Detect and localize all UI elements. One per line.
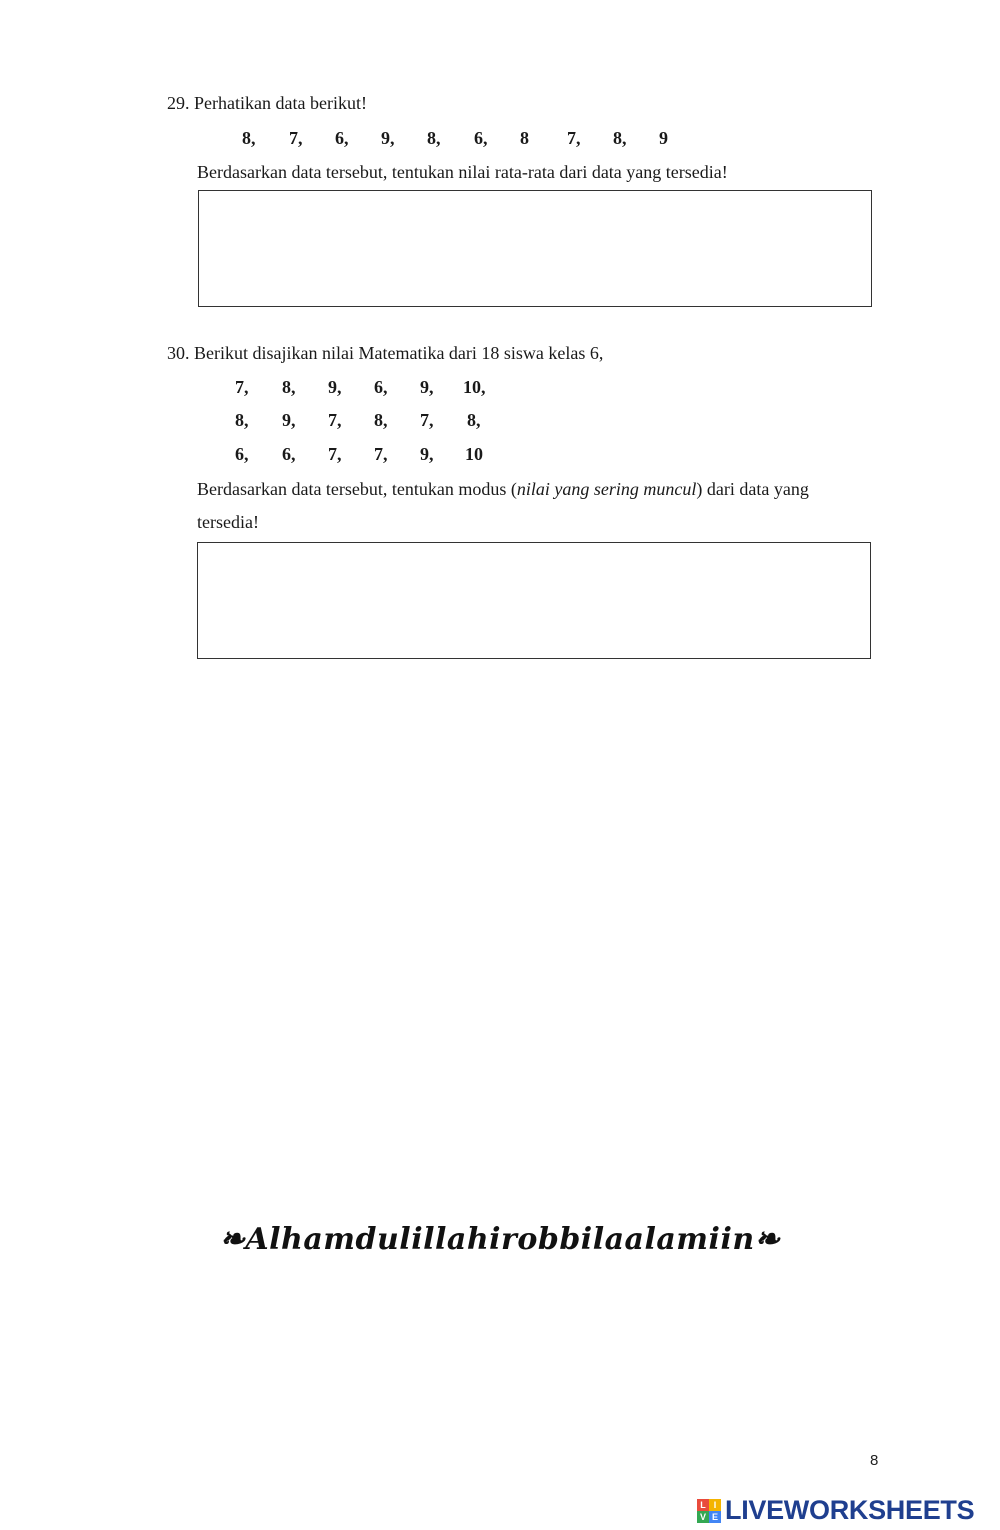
q29-number: 9 <box>659 128 668 148</box>
answer-input-30[interactable] <box>198 543 870 658</box>
q30-number: 7, <box>328 410 342 430</box>
q29-number: 8, <box>613 128 627 148</box>
question-30-row-3 <box>0 444 1000 468</box>
q29-number: 6, <box>335 128 349 148</box>
question-30-instruction-line-2: tersedia! <box>197 512 259 532</box>
q29-number: 6, <box>474 128 488 148</box>
q30-number: 8, <box>374 410 388 430</box>
q30-number: 9, <box>420 377 434 397</box>
q30-number: 7, <box>374 444 388 464</box>
question-30-row-2 <box>0 410 1000 434</box>
q30-number: 7, <box>420 410 434 430</box>
q29-number: 7, <box>567 128 581 148</box>
q29-number: 7, <box>289 128 303 148</box>
liveworksheets-brand[interactable] <box>697 1495 974 1526</box>
q30-number: 9, <box>282 410 296 430</box>
question-30-row-1 <box>0 377 1000 401</box>
q29-number: 8, <box>427 128 441 148</box>
question-30-label: 30. Berikut disajikan nilai Matematika dari 18 siswa kelas 6, <box>167 343 604 363</box>
q30-number: 6, <box>282 444 296 464</box>
question-30-instruction <box>197 479 881 500</box>
q30-number: 6, <box>374 377 388 397</box>
question-29-numbers <box>0 128 1000 152</box>
q30-number: 10 <box>465 444 483 464</box>
q29-number: 8 <box>520 128 529 148</box>
q30-number: 10, <box>463 377 486 397</box>
question-29-label: 29. Perhatikan data berikut! <box>167 93 367 113</box>
q29-number: 8, <box>242 128 256 148</box>
instruction-text: Berdasarkan data tersebut, tentukan modus (nilai yang sering muncul) dari data yang <box>197 479 809 499</box>
liveworksheets-logo-icon: L I V E <box>697 1499 721 1523</box>
answer-box-29[interactable] <box>198 190 872 307</box>
instruction-italic: nilai yang sering muncul <box>516 479 697 499</box>
q30-number: 7, <box>328 444 342 464</box>
q30-number: 7, <box>235 377 249 397</box>
closing-text: ❧Alhamdulillahirobbilaalamiin❧ <box>219 1222 781 1257</box>
q30-number: 6, <box>235 444 249 464</box>
q30-number: 8, <box>282 377 296 397</box>
q30-number: 9, <box>420 444 434 464</box>
q30-number: 8, <box>235 410 249 430</box>
q29-number: 9, <box>381 128 395 148</box>
question-29-instruction: Berdasarkan data tersebut, tentukan nilai rata-rata dari data yang tersedia! <box>197 162 728 182</box>
answer-input-29[interactable] <box>199 191 871 306</box>
brand-text: LIVEWORKSHEETS <box>725 1495 975 1525</box>
q30-number: 8, <box>467 410 481 430</box>
q30-number: 9, <box>328 377 342 397</box>
page-number: 8 <box>870 1452 879 1469</box>
answer-box-30[interactable] <box>197 542 871 659</box>
